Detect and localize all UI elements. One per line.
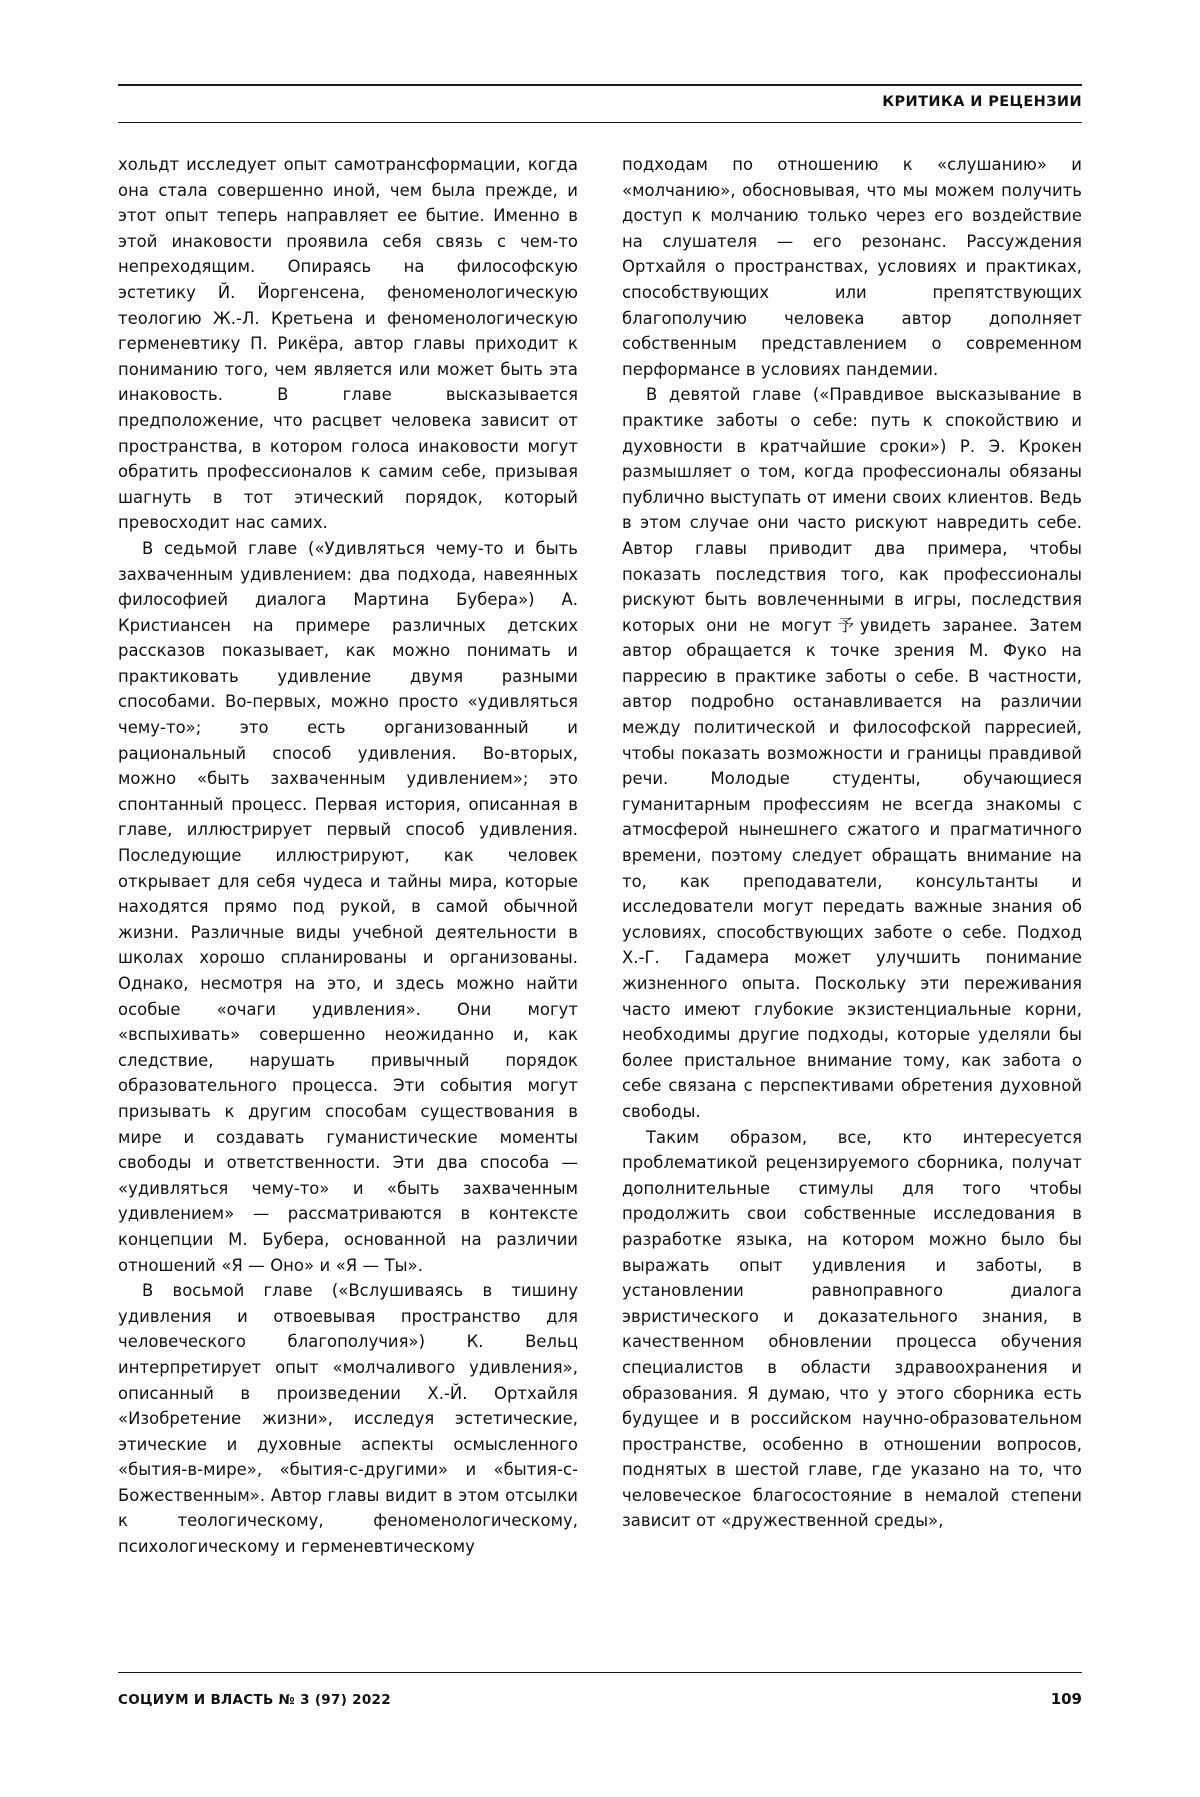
paragraph: В восьмой главе («Вслушиваясь в тишину удивления и отвоевывая пространство для человеческого благополучия») К. Вельц интерпретирует опыт «молчаливого удивления», описанный в произведении Х.-Й. Ортхайля «Изобретение жизни», исследуя эстетические, этические и духовные аспекты осмысленного «бытия-в-мире», «бытия-с-другими» и «бытия-с-Божественным». Автор главы видит в этом отсылки к теологическому, феноменологическому, психологическому и герменевтическому <box>118 1281 578 1557</box>
running-head-section: КРИТИКА И РЕЦЕНЗИИ <box>882 94 1082 110</box>
header-rule-top <box>118 84 1082 86</box>
paragraph: Таким образом, все, кто интересуется проблематикой рецензируемого сборника, получат дополнительные стимулы для того чтобы продолжить свои собственные исследования в разработке языка, на котором можно было бы выражать опыт удивления и заботы, в установлении равноправного диалога эвристического и доказательного знания, в качественном обновлении процесса обучения специалистов в области здравоохранения и образования. Я думаю, что у этого сборника есть будущее и в российском научно-образовательном пространстве, особенно в отношении вопросов, поднятых в шестой главе, где указано на то, что человеческое благосостояние в немалой степени зависит от «дружественной среды», <box>622 1127 1082 1531</box>
paragraph: хольдт исследует опыт самотрансформации, когда она стала совершенно иной, чем была прежде, и этот опыт теперь направляет ее бытие. Именно в этой инаковости проявила себя связь с чем-то непреходящим. Опираясь на философскую эстетику Й. Йоргенсена, феноменологическую теологию Ж.-Л. Кретьена и феноменологическую герменевтику П. Рикёра, автор главы приходит к пониманию того, чем является или может быть эта инаковость. В главе высказывается предположение, что расцвет человека зависит от пространства, в котором голоса инаковости могут обратить профессионалов к самим себе, призывая шагнуть в тот этический порядок, который превосходит нас самих. <box>118 155 578 533</box>
paragraph: подходам по отношению к «слушанию» и «молчанию», обосновывая, что мы можем получить доступ к молчанию только через его воздействие на слушателя — его резонанс. Рассуждения Ортхайля о пространствах, условиях и практиках, способствующих или препятствующих благополучию человека автор дополняет собственным представлением о современном перформансе в условиях пандемии. <box>622 155 1082 379</box>
footer-rule <box>118 1672 1082 1673</box>
right-column <box>622 152 1082 1560</box>
two-column-body <box>118 152 1082 1560</box>
paragraph: В седьмой главе («Удивляться чему-то и быть захваченным удивлением: два подхода, навеянных философией диалога Мартина Бубера») А. Кристиансен на примере различных детских рассказов показывает, как можно понимать и практиковать удивление двумя разными способами. Во-первых, можно просто «удивляться чему-то»; это есть организованный и рациональный способ удивления. Во-вторых, можно «быть захваченным удивлением»; это спонтанный процесс. Первая история, описанная в главе, иллюстрирует первый способ удивления. Последующие иллюстрируют, как человек открывает для себя чудеса и тайны мира, которые находятся прямо под рукой, в самой обычной жизни. Различные виды учебной деятельности в школах хорошо спланированы и организованы. Однако, несмотря на это, и здесь можно найти особые «очаги удивления». Они могут «вспыхивать» совершенно неожиданно и, как следствие, нарушать привычный порядок образовательного процесса. Эти события могут призывать к другим способам существования в мире и создавать гуманистические моменты свободы и ответственности. Эти два способа — «удивляться чему-то» и «быть захваченным удивлением» — рассматриваются в контексте концепции М. Бубера, основанной на различии отношений «Я — Оно» и «Я — Ты». <box>118 538 578 1275</box>
paragraph: В девятой главе («Правдивое высказывание в практике заботы о себе: путь к спокойствию и духовности в кратчайшие сроки») Р. Э. Крокен размышляет о том, когда профессионалы обязаны публично выступать от имени своих клиентов. Ведь в этом случае они часто рискуют навредить себе. Автор главы приводит два примера, чтобы показать последствия того, как профессионалы рискуют быть вовлеченными в игры, последствия которых они не могут予увидеть заранее. Затем автор обращается к точке зрения М. Фуко на парресию в практике заботы о себе. В частности, автор подробно останавливается на различии между политической и философской парресией, чтобы показать возможности и границы правдивой речи. Молодые студенты, обучающиеся гуманитарным профессиям не всегда знакомы с атмосферой нынешнего сжатого и прагматичного времени, поэтому следует обращать внимание на то, как преподаватели, консультанты и исследователи могут передать важные знания об условиях, способствующих заботе о себе. Подход Х.-Г. Гадамера может улучшить понимание жизненного опыта. Поскольку эти переживания часто имеют глубокие экзистенциальные корни, необходимы другие подходы, которые уделяли бы более пристальное внимание тому, как забота о себе связана с перспективами обретения духовной свободы. <box>622 385 1082 1121</box>
header-rule-bottom <box>118 122 1082 123</box>
journal-issue-line: СОЦИУМ И ВЛАСТЬ № 3 (97) 2022 <box>118 1692 391 1708</box>
left-column <box>118 152 578 1560</box>
page-number: 109 <box>1050 1690 1082 1708</box>
